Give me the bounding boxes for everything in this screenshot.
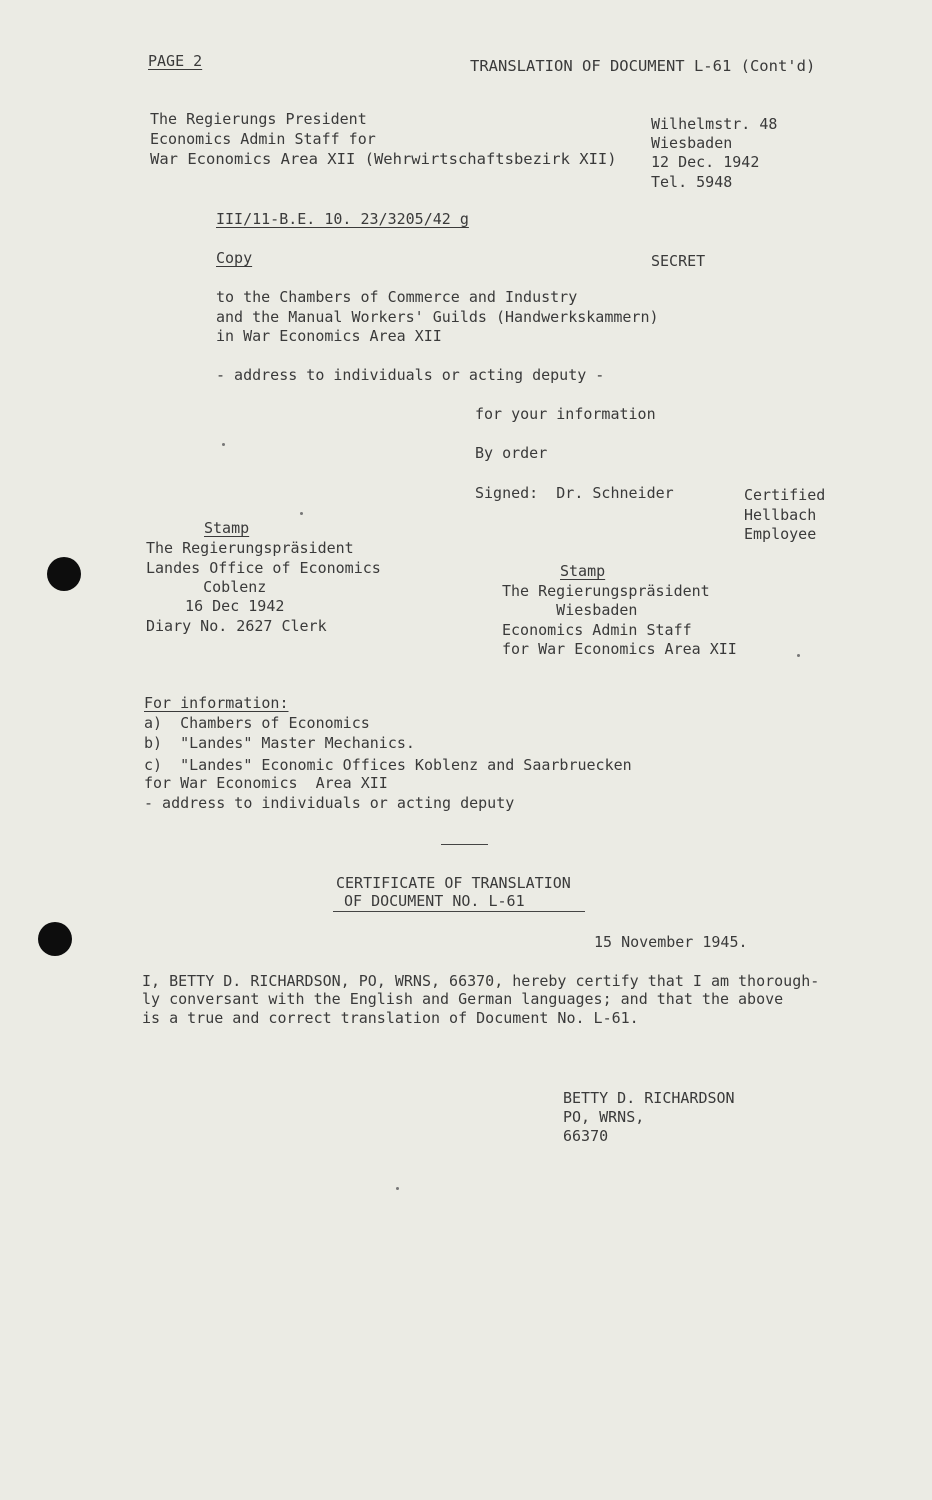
information-line: a) Chambers of Economics — [144, 714, 370, 732]
stamp-line: The Regierungspräsident — [146, 539, 354, 557]
stamp-label: Stamp — [560, 562, 606, 580]
reference-number: III/11-B.E. 10. 23/3205/42 g — [216, 210, 469, 228]
paper-speck — [222, 443, 225, 446]
sender-line: The Regierungs President — [150, 110, 367, 128]
certificate-body-line: ly conversant with the English and German languages; and that the above — [142, 990, 784, 1008]
information-line: - address to individuals or acting deputy — [144, 794, 515, 812]
address-line: 12 Dec. 1942 — [651, 153, 760, 171]
sender-line: Economics Admin Staff for — [150, 130, 376, 148]
stamp-line: Wiesbaden — [502, 601, 638, 619]
information-line: c) "Landes" Economic Offices Koblenz and Saarbruecken — [144, 756, 632, 774]
stamp-line: 16 Dec 1942 — [167, 597, 285, 615]
paper-speck — [797, 654, 800, 657]
information-line: for War Economics Area XII — [144, 774, 388, 792]
page-number: PAGE 2 — [148, 52, 203, 70]
stamp-line: Economics Admin Staff — [502, 621, 692, 639]
certified-line: Certified — [744, 486, 826, 504]
recipient-line: to the Chambers of Commerce and Industry — [216, 288, 578, 306]
certificate-body-line: is a true and correct translation of Document No. L-61. — [142, 1009, 639, 1027]
section-divider — [441, 844, 488, 845]
address-line: Wiesbaden — [651, 134, 733, 152]
paper-speck — [300, 512, 303, 515]
certificate-title-doc: OF DOCUMENT NO. L-61 — [344, 892, 525, 910]
information-line: b) "Landes" Master Mechanics. — [144, 734, 415, 752]
signed-line: Signed: Dr. Schneider — [475, 484, 674, 502]
sender-line: War Economics Area XII (Wehrwirtschaftsbezirk XII) — [150, 150, 617, 168]
signature-line: 66370 — [563, 1127, 609, 1145]
address-line: Wilhelmstr. 48 — [651, 115, 778, 133]
certificate-title: CERTIFICATE OF TRANSLATION — [336, 874, 571, 892]
document-title: TRANSLATION OF DOCUMENT L-61 (Cont'd) — [470, 57, 816, 75]
certified-line: Hellbach — [744, 506, 817, 524]
certificate-body-line: I, BETTY D. RICHARDSON, PO, WRNS, 66370, hereby certify that I am thorough- — [142, 972, 820, 990]
address-line: Tel. 5948 — [651, 173, 733, 191]
punch-hole-top — [47, 557, 81, 591]
address-note: - address to individuals or acting deputy - — [216, 366, 605, 384]
stamp-line: Coblenz — [167, 578, 267, 596]
stamp-line: Landes Office of Economics — [146, 559, 381, 577]
certificate-date: 15 November 1945. — [594, 933, 748, 951]
by-order: By order — [475, 444, 548, 462]
certificate-title-underline — [333, 911, 585, 912]
for-your-information: for your information — [475, 405, 656, 423]
stamp-label: Stamp — [204, 519, 250, 537]
stamp-line: for War Economics Area XII — [502, 640, 737, 658]
classification-label: SECRET — [651, 252, 706, 270]
recipient-line: in War Economics Area XII — [216, 327, 442, 345]
stamp-line: The Regierungspräsident — [502, 582, 710, 600]
stamp-line: Diary No. 2627 Clerk — [146, 617, 327, 635]
copy-label: Copy — [216, 249, 253, 267]
information-heading: For information: — [144, 694, 289, 712]
signature-line: BETTY D. RICHARDSON — [563, 1089, 735, 1107]
punch-hole-bottom — [38, 922, 72, 956]
paper-speck — [396, 1187, 399, 1190]
recipient-line: and the Manual Workers' Guilds (Handwerkskammern) — [216, 308, 659, 326]
certified-line: Employee — [744, 525, 817, 543]
signature-line: PO, WRNS, — [563, 1108, 645, 1126]
